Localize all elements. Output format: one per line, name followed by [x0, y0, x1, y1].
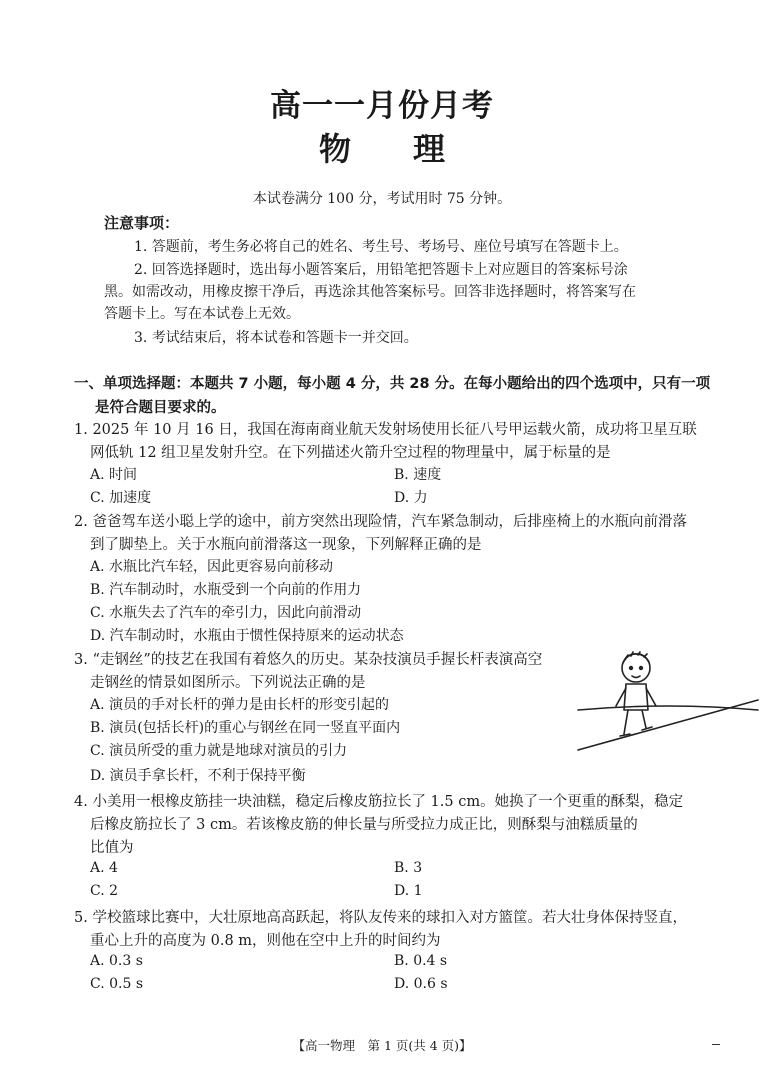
question-5-option-d: D. 0.6 s — [394, 976, 448, 992]
subject-char-2: 理 — [413, 130, 446, 168]
footer-mark — [712, 1044, 720, 1045]
exam-title: 高一一月份月考 — [270, 88, 494, 124]
question-5-option-a: A. 0.3 s — [90, 953, 143, 969]
note-line: 1. 答题前，考生务必将自己的姓名、考生号、考场号、座位号填写在答题卡上。 — [134, 239, 628, 255]
subject-char-1: 物 — [318, 130, 351, 168]
note-line: 黑。如需改动，用橡皮擦干净后，再选涂其他答案标号。回答非选择题时，将答案写在 — [104, 284, 636, 300]
question-2-text: 到了脚垫上。关于水瓶向前滑落这一现象，下列解释正确的是 — [90, 537, 482, 553]
question-1-option-a: A. 时间 — [90, 467, 138, 483]
question-2-option-a: A. 水瓶比汽车轻，因此更容易向前移动 — [90, 559, 334, 575]
note-line: 答题卡上。写在本试卷上无效。 — [104, 306, 300, 322]
question-2-option-c: C. 水瓶失去了汽车的牵引力，因此向前滑动 — [90, 605, 362, 621]
question-3-option-d: D. 演员手拿长杆，不利于保持平衡 — [90, 768, 306, 784]
question-4-option-b: B. 3 — [394, 860, 423, 876]
question-3-text: 3. “走钢丝”的技艺在我国有着悠久的历史。某杂技演员手握长杆表演高空 — [74, 652, 543, 668]
question-4-option-c: C. 2 — [90, 883, 119, 899]
question-4-text: 后橡皮筋拉长了 3 cm。若该橡皮筋的伸长量与所受拉力成正比，则酥梨与油糕质量的 — [90, 817, 638, 833]
question-3-option-b: B. 演员(包括长杆)的重心与钢丝在同一竖直平面内 — [90, 720, 401, 736]
tightrope-walker-figure — [576, 648, 760, 754]
subject-title — [0, 124, 764, 170]
question-4-option-d: D. 1 — [394, 883, 423, 899]
question-3-text: 走钢丝的情景如图所示。下列说法正确的是 — [90, 675, 366, 691]
question-1-option-d: D. 力 — [394, 490, 428, 506]
section-heading: 一、单项选择题：本题共 7 小题，每小题 4 分，共 28 分。在每小题给出的四个选项中，只有一项 — [74, 376, 711, 392]
question-2-option-d: D. 汽车制动时，水瓶由于惯性保持原来的运动状态 — [90, 628, 404, 644]
page-footer: 【高一物理 第 1 页(共 4 页)】 — [292, 1038, 472, 1053]
note-line: 3. 考试结束后，将本试卷和答题卡一并交回。 — [134, 330, 418, 346]
question-1-option-b: B. 速度 — [394, 467, 442, 483]
question-5-option-b: B. 0.4 s — [394, 953, 448, 969]
question-4-text: 比值为 — [90, 840, 134, 856]
question-2-text: 2. 爸爸驾车送小聪上学的途中，前方突然出现险情，汽车紧急制动，后排座椅上的水瓶向前滑落 — [74, 514, 687, 530]
question-3-option-c: C. 演员所受的重力就是地球对演员的引力 — [90, 743, 348, 759]
question-1-text: 网低轨 12 组卫星发射升空。在下列描述火箭升空过程的物理量中，属于标量的是 — [90, 445, 611, 461]
question-2-option-b: B. 汽车制动时，水瓶受到一个向前的作用力 — [90, 582, 362, 598]
question-5-option-c: C. 0.5 s — [90, 976, 144, 992]
notes-heading: 注意事项： — [104, 214, 180, 232]
question-1-text: 1. 2025 年 10 月 16 日，我国在海南商业航天发射场使用长征八号甲运载火箭，成功将卫星互联 — [74, 422, 697, 438]
question-5-text: 重心上升的高度为 0.8 m，则他在空中上升的时间约为 — [90, 933, 441, 949]
question-4-text: 4. 小美用一根橡皮筋挂一块油糕，稳定后橡皮筋拉长了 1.5 cm。她换了一个更重的酥梨，稳定 — [74, 794, 684, 810]
question-1-option-c: C. 加速度 — [90, 490, 152, 506]
note-line: 2. 回答选择题时，选出每小题答案后，用铅笔把答题卡上对应题目的答案标号涂 — [134, 262, 628, 278]
question-4-option-a: A. 4 — [90, 860, 118, 876]
section-heading-cont: 是符合题目要求的。 — [95, 400, 226, 416]
question-5-text: 5. 学校篮球比赛中，大壮原地高高跃起，将队友传来的球扣入对方篮筐。若大壮身体保持竖直， — [74, 910, 687, 926]
question-3-option-a: A. 演员的手对长杆的弹力是由长杆的形变引起的 — [90, 697, 390, 713]
exam-intro: 本试卷满分 100 分，考试用时 75 分钟。 — [252, 191, 512, 207]
